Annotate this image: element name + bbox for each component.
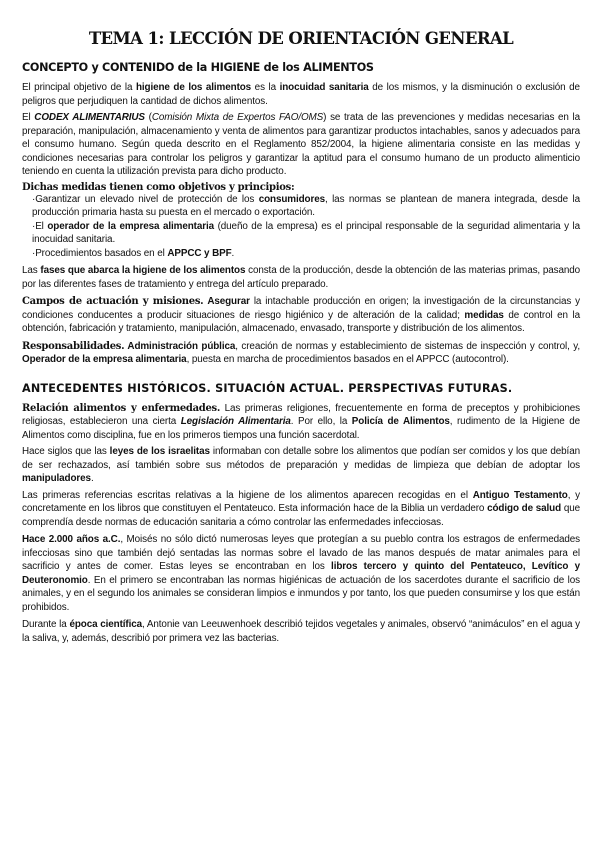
bold-text: higiene de los alimentos	[135, 82, 252, 93]
bold-text: código de salud	[487, 503, 562, 514]
text: de control en la obtención, fabricación y tratamiento, manipulación, almacenado, envasado, transporte y distribución de los alimentos.	[22, 309, 580, 334]
bold-text: APPCC y BPF	[167, 247, 232, 259]
text: , las normas se plantean de manera integrada, desde la producción primaria hasta su puesta en el mercado o exportación.	[32, 193, 580, 218]
text: consta de la producción, desde la obtención de las materias primas, pasando por las diferentes fases de tratamiento y entrega del artículo preparado.	[22, 265, 581, 290]
s2-paragraph-testamento	[22, 489, 580, 530]
bold-text: medidas	[464, 309, 504, 321]
s1-paragraph-codex	[22, 111, 580, 179]
section1-heading: CONCEPTO y CONTENIDO de la HIGIENE de los ALIMENTOS	[22, 61, 374, 74]
s2-paragraph-cientifica	[22, 618, 580, 645]
inline-heading: Relación alimentos y enfermedades.	[22, 402, 221, 414]
text: ) se trata de las prevenciones y medidas necesarias en la preparación, manipulación, almacenamiento y venta de alimentos para garantizar productos intachables, sanos y adecuados para el consumo humano. Según queda descrito en el Reglamento 852/2004, la higiene alimentaria consiste en las medidas y condiciones necesarias para controlar los peligros y garantizar la aptitud para el consumo humano de un producto alimenticio teniendo en cuenta la utilización prevista para dicho producto.	[22, 112, 581, 177]
text: , puesta en marcha de procedimientos basados en el APPCC (autocontrol).	[186, 354, 509, 365]
text: . En el primero se encontraban las normas higiénicas de actuación de los sacerdotes durante el sacrificio de los animales, y en el segundo los animales se consideran limpios e inmundos y por tanto, los que pueden consumirse y los que están prohibidos.	[22, 574, 580, 613]
bold-text: Policía de Alimentos	[351, 416, 450, 427]
text: la intachable producción en origen; la investigación de la circunstancias y condiciones conducentes a producir situaciones de riesgo higiénico y de alteración de la calidad;	[22, 296, 581, 321]
objetivos-heading: Dichas medidas tienen como objetivos y principios:	[22, 181, 295, 193]
text: , Antonie van Leeuwenhoek describió tejidos vegetales y animales, observó “animáculos” en el agua y la saliva, y, además, describió por primera vez las bacterias.	[22, 619, 580, 644]
bullet-appcc	[22, 247, 580, 261]
text: . Por ello, la	[290, 416, 352, 427]
text: (dueño de la empresa) es el principal responsable de la seguridad alimentaria y la inocuidad sanitaria.	[32, 220, 580, 245]
bold-text: época científica	[69, 619, 143, 630]
s2-paragraph-israelitas	[22, 445, 580, 486]
bold-text: Administración pública	[124, 340, 236, 352]
italic-text: Comisión Mixta de Expertos FAO/OMS	[151, 112, 324, 123]
bold-text: Asegurar	[207, 296, 250, 307]
bold-text: consumidores	[258, 193, 325, 205]
text: ·Garantizar un elevado nivel de protección de los	[32, 193, 259, 205]
text: ·Procedimientos basados en el	[32, 247, 168, 259]
text: informaban con detalle sobre los alimentos que podían ser comidos y los que debían de ser rechazados, así también sobre sus métodos de preparación y medidas de limpieza que debían de adoptar los	[22, 446, 580, 471]
text: , rudimento de la Higiene de Alimentos como disciplina, fue en los primeros tiempos una función sacerdotal.	[22, 416, 581, 441]
text: Durante la	[22, 619, 70, 630]
s1-paragraph-campos	[22, 295, 580, 336]
section2-heading: ANTECEDENTES HISTÓRICOS. SITUACIÓN ACTUAL. PERSPECTIVAS FUTURAS.	[22, 381, 513, 395]
text: El	[22, 112, 35, 123]
text: (	[144, 112, 152, 123]
text: .	[231, 247, 235, 259]
bold-text: inocuidad sanitaria	[279, 82, 369, 93]
bullet-operador	[22, 220, 580, 247]
text: Las primeras referencias escritas relativas a la higiene de los alimentos aparecen recogidas en el	[22, 489, 473, 501]
text: es la	[251, 82, 280, 93]
bold-text: operador de la empresa alimentaria	[47, 220, 214, 232]
text: , y concretamente en los libros que constituyen el Pentateuco. Esta información hace de la Biblia un verdadero	[22, 489, 581, 514]
text: Las primeras religiones, frecuentemente en forma de preceptos y prohibiciones religiosas, establecieron una cierta	[22, 402, 580, 427]
bold-text: Hace 2.000 años a.C.	[22, 534, 121, 545]
s1-paragraph-objetivo	[22, 81, 580, 108]
text: ·El	[32, 220, 48, 232]
text: de los mismos, y la disminución o exclusión de peligros que perjudiquen la cantidad de dichos alimentos.	[22, 82, 580, 107]
inline-heading: Campos de actuación y misiones.	[22, 296, 204, 307]
text: , creación de normas y establecimiento de sistemas de inspección y control, y,	[235, 340, 580, 352]
text: Las	[22, 265, 41, 276]
text: , Moisés no sólo dictó numerosas leyes que protegían a su pueblo contra los estragos de enfermedades infecciosas sino que también dejó sentadas las normas sobre el lavado de las manos después de matar animales para el sacrificio y antes de comer. Estas leyes se encontraban en los	[22, 534, 580, 572]
s2-paragraph-relacion	[22, 402, 580, 443]
inline-heading: Responsabilidades.	[22, 340, 125, 352]
bold-text: Antiguo Testamento	[472, 489, 568, 501]
bold-text: Operador de la empresa alimentaria	[22, 354, 187, 365]
bold-text: leyes de los israelitas	[109, 446, 210, 457]
s1-paragraph-responsabilidades	[22, 340, 580, 367]
bold-italic-text: Legislación Alimentaria	[180, 416, 291, 427]
bold-text: manipuladores	[22, 473, 91, 484]
s1-paragraph-fases	[22, 264, 580, 291]
document-page	[22, 28, 580, 648]
s2-paragraph-moises	[22, 533, 580, 614]
text: .	[90, 473, 94, 484]
page-title: TEMA 1: LECCIÓN DE ORIENTACIÓN GENERAL	[88, 29, 514, 48]
bold-italic-text: CODEX ALIMENTARIUS	[34, 112, 145, 123]
text: El principal objetivo de la	[22, 82, 136, 93]
bold-text: libros tercero y quinto del Pentateuco, Levítico y Deuteronomio	[22, 561, 580, 586]
text: Hace siglos que las	[22, 446, 110, 457]
bold-text: fases que abarca la higiene de los alimentos	[40, 265, 246, 276]
bullet-consumidores	[22, 193, 580, 220]
text: que comprendía desde normas de educación sanitaria a cómo controlar las enfermedades infecciosas.	[22, 503, 580, 528]
